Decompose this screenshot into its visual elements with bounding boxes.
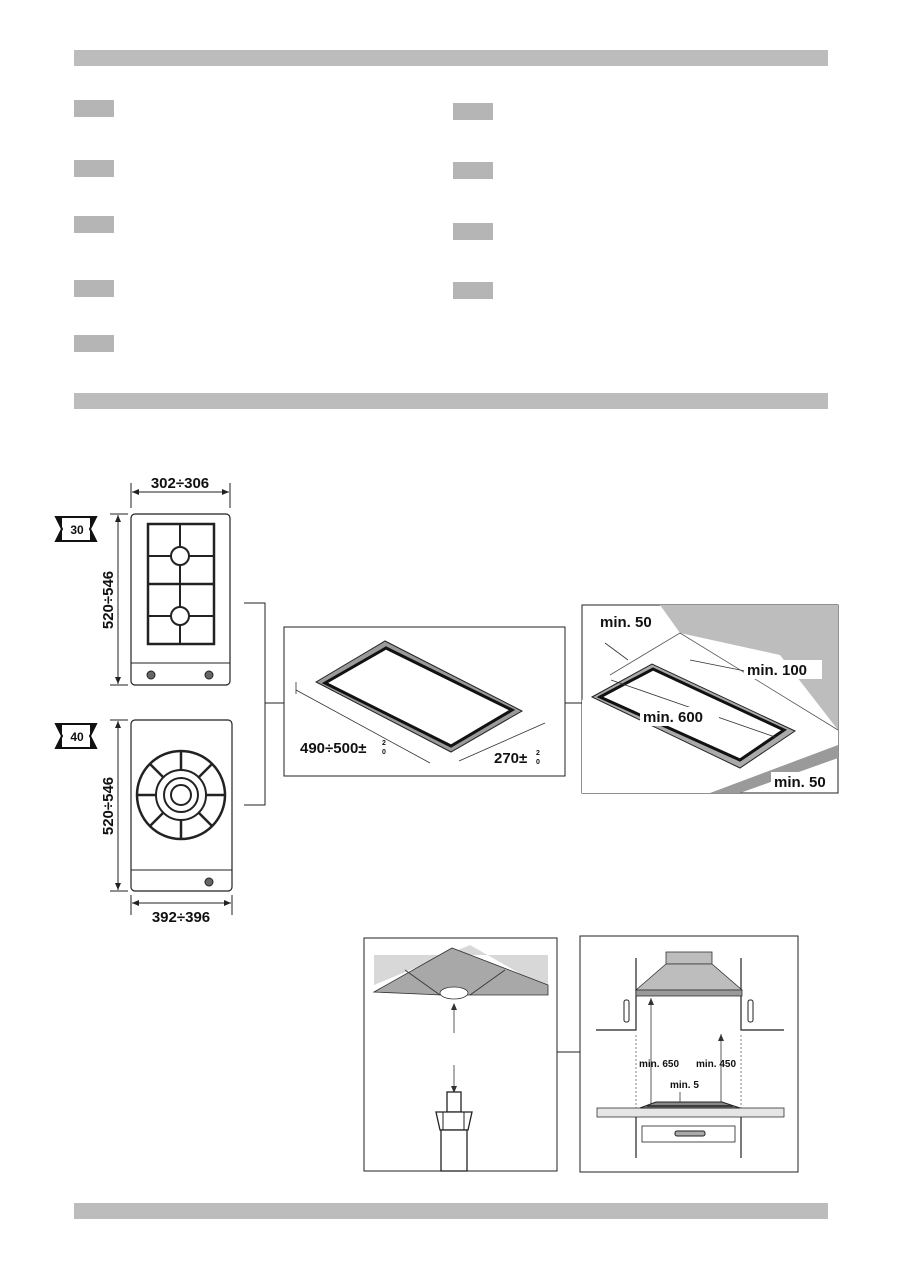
- dimension-width-2: 392÷396: [151, 909, 211, 926]
- gas-connection-panel: [364, 938, 557, 1171]
- svg-text:0: 0: [536, 759, 540, 766]
- dimension-width-1: 302÷306: [150, 475, 210, 492]
- svg-text:40: 40: [70, 730, 84, 744]
- label-min-50-back: min. 50: [600, 614, 652, 631]
- svg-text:30: 30: [70, 523, 84, 537]
- model-badge-40: [56, 724, 96, 748]
- dimension-cutout-length: 490÷500±: [300, 740, 367, 757]
- label-min-50-front: min. 50: [774, 774, 826, 791]
- label-min-450: min. 450: [696, 1059, 737, 1070]
- svg-text:2: 2: [382, 740, 386, 747]
- svg-text:0: 0: [382, 749, 386, 756]
- cutout-dimension-panel: [284, 627, 565, 776]
- hob-two-burner-drawing: [100, 475, 230, 685]
- label-min-100: min. 100: [747, 662, 808, 679]
- model-badge-30: [56, 517, 96, 541]
- countertop-clearance-panel: [582, 605, 838, 793]
- dimension-height-1: 520÷546: [100, 570, 117, 630]
- dimension-cutout-width: 270±: [494, 750, 528, 767]
- hob-wok-burner-drawing: [100, 720, 232, 926]
- hood-clearance-panel: [580, 936, 798, 1172]
- label-min-650: min. 650: [639, 1059, 680, 1070]
- dimension-height-2: 520÷546: [100, 776, 117, 836]
- label-min-5: min. 5: [670, 1080, 699, 1091]
- bracket-connector: [244, 603, 284, 805]
- svg-text:2: 2: [536, 750, 540, 757]
- label-min-600: min. 600: [643, 709, 704, 726]
